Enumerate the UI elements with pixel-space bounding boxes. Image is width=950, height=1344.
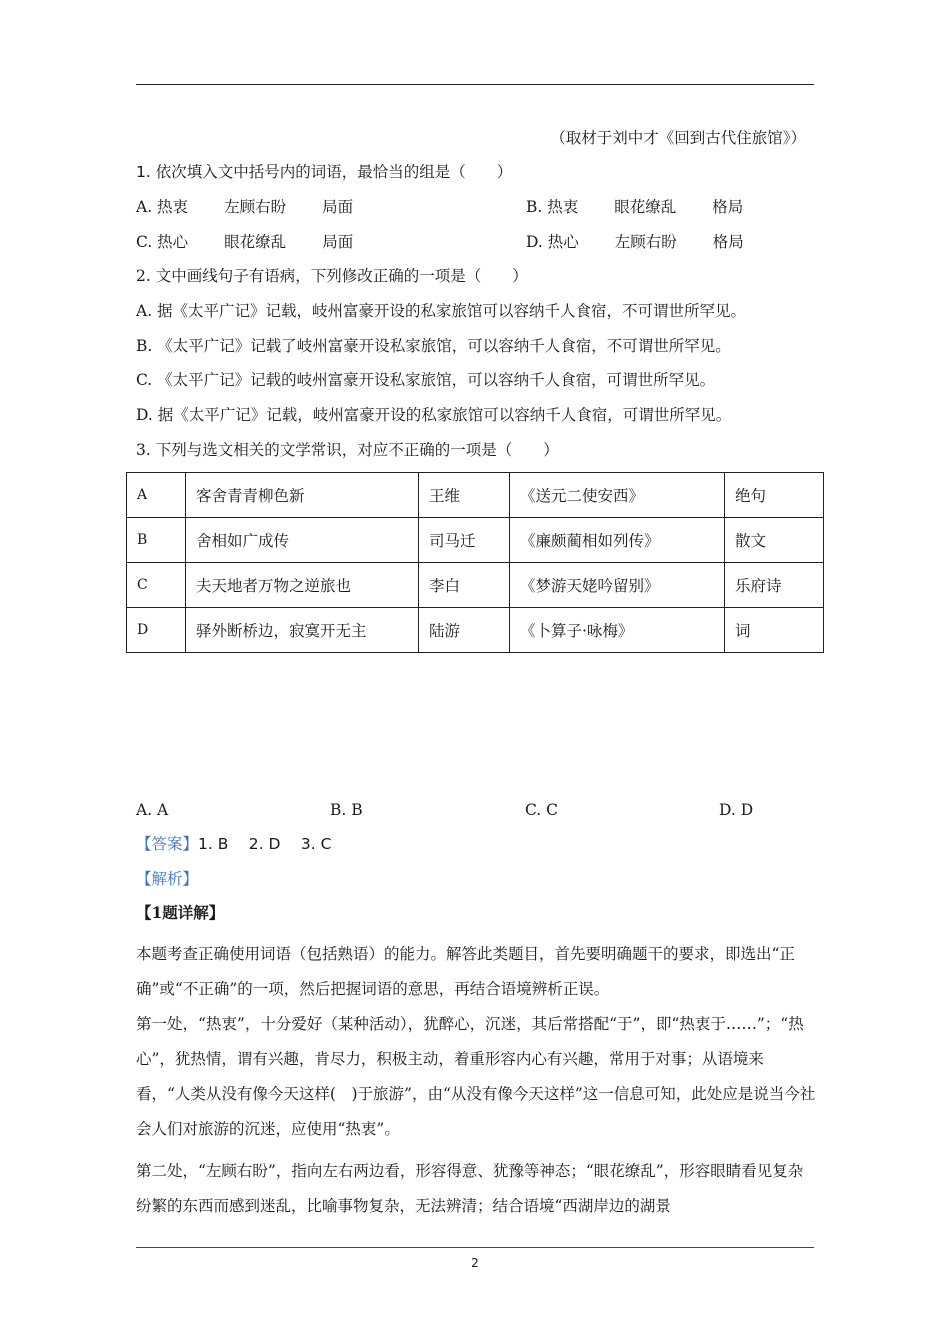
table-cell: 《廉颇蔺相如列传》 [510,518,725,563]
table-cell: 《送元二使安西》 [510,473,725,518]
q1-stem: 1. 依次填入文中括号内的词语，最恰当的组是（ ） [136,163,513,181]
q3-option-c: C. C [525,801,559,819]
answer-text: 1. B 2. D 3. C [198,835,332,853]
table-cell: A [127,473,186,518]
table-row [127,473,824,518]
table-row [127,563,824,608]
table-cell: 司马迁 [419,518,510,563]
q2-option-c: C. 《太平广记》记载的岐州富豪开设私家旅馆，可以容纳千人食宿，可谓世所罕见。 [136,371,716,389]
table-cell: 舍相如广成传 [186,518,419,563]
q2-stem: 2. 文中画线句子有语病，下列修改正确的一项是（ ） [136,267,528,285]
paragraph: 第一处，“热衷”，十分爱好（某种活动），犹醉心，沉迷，其后常搭配“于”，即“热衷于……”；“热心”，犹热情，谓有兴趣，肯尽力，积极主动，着重形容内心有兴趣，常用于对事；从语境来看，“人类从没有像今天这样( )于旅游”，由“从没有像今天这样”这一信息可知，此处应是说当今社会人们对旅游的沉迷，应使用“热衷”。 [136,1015,816,1138]
table-cell: C [127,563,186,608]
table-cell: 散文 [725,518,824,563]
analysis-label: 【解析】 [136,870,199,888]
paragraph: 本题考查正确使用词语（包括熟语）的能力。解答此类题目，首先要明确题干的要求，即选出“正确”或“不正确”的一项，然后把握词语的意思，再结合语境辨析正误。 [136,945,795,998]
literature-table [126,472,824,653]
q1-option-a: A. 热衷 左顾右盼 局面 [136,198,354,216]
table-cell: 夫天地者万物之逆旅也 [186,563,419,608]
q3-stem: 3. 下列与选文相关的文学常识，对应不正确的一项是（ ） [136,441,559,459]
table-cell: 李白 [419,563,510,608]
table-cell: 《梦游天姥吟留别》 [510,563,725,608]
table-cell: 陆游 [419,608,510,653]
paragraph: 第二处，“左顾右盼”，指向左右两边看，形容得意、犹豫等神态；“眼花缭乱”，形容眼睛看见复杂纷繁的东西而感到迷乱，比喻事物复杂，无法辨清；结合语境“西湖岸边的湖景 [136,1162,804,1215]
q1-option-d: D. 热心 左顾右盼 格局 [526,233,744,251]
q2-option-b: B. 《太平广记》记载了岐州富豪开设私家旅馆，可以容纳千人食宿，不可谓世所罕见。 [136,337,731,355]
detail-heading: 【1题详解】 [136,903,225,922]
footer-rule [136,1247,814,1248]
table-row [127,608,824,653]
answer-line [136,834,331,854]
q3-option-b: B. B [330,801,363,819]
page-number: 2 [471,1256,479,1270]
table-row [127,518,824,563]
table-cell: 王维 [419,473,510,518]
q3-option-a: A. A [136,801,169,819]
table-cell: D [127,608,186,653]
q1-option-b: B. 热衷 眼花缭乱 格局 [526,198,744,216]
q3-option-d: D. D [719,801,754,819]
answer-label: 【答案】 [136,835,199,853]
table-cell: 乐府诗 [725,563,824,608]
q1-option-c: C. 热心 眼花缭乱 局面 [136,233,354,251]
source-citation: （取材于刘中才《回到古代住旅馆》） [550,129,806,147]
table-cell: 绝句 [725,473,824,518]
table-cell: 驿外断桥边，寂寞开无主 [186,608,419,653]
table-cell: B [127,518,186,563]
header-rule [136,84,814,85]
q2-option-d: D. 据《太平广记》记载，岐州富豪开设的私家旅馆可以容纳千人食宿，可谓世所罕见。 [136,406,732,424]
q2-option-a: A. 据《太平广记》记载，岐州富豪开设的私家旅馆可以容纳千人食宿，不可谓世所罕见。 [136,302,747,320]
table-cell: 《卜算子·咏梅》 [510,608,725,653]
table-cell: 客舍青青柳色新 [186,473,419,518]
table-cell: 词 [725,608,824,653]
